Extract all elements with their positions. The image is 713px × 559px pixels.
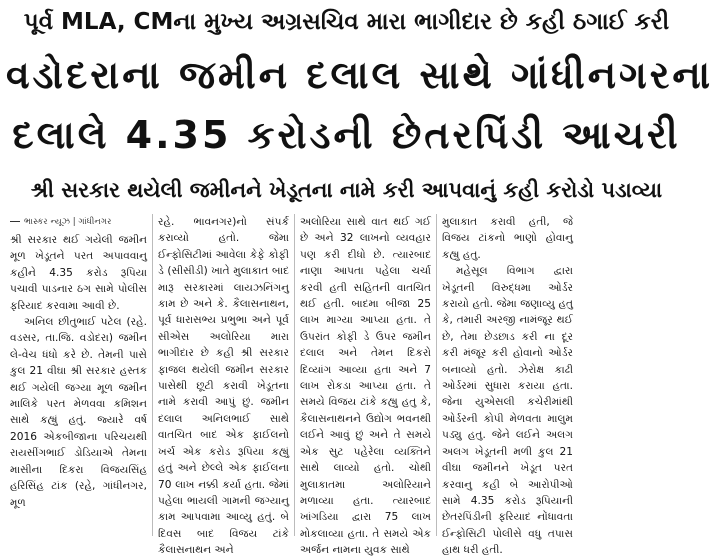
byline-text: ભાસ્કર ન્યૂઝ | ગાંધીનગર xyxy=(24,217,112,227)
paragraph: શ્રી સરકાર થઈ ગયેલી જમીન મૂળ ખેડૂતને પરત અપાવવાનુ કહીને 4.35 કરોડ રૂપિયા પચાવી પાડનાર ઠગ સામે પોલીસ ફરિયાદ કરવામા આવી છે. xyxy=(10,234,147,312)
paragraph: અનિલ છીતુભાઈ પટેલ (રહે. વડસર, તા.જિ. વડોદરા) જમીન લે-વેચ ધંધો કરે છે. તેમની પાસે કુલ 21 વીઘા શ્રી સરકાર હસ્તક થઈ ગયેલી જગ્યા મૂળ જમીન માલિકે પરત મેળવવા કમિશન સાથે કહ્યું હતું. જ્યારે વર્ષ 2016 એકબીજાના પરિચયથી રાયસીંગભાઈ ડોડિયાએ તેમના માસીના દિકરા વિજયસિંહ હરિસિંહ ટાંક (રહે, ગાંધીનગર, મૂળ xyxy=(10,316,147,509)
byline-marker xyxy=(10,221,20,222)
article-body xyxy=(10,214,688,557)
headline-kicker: પૂર્વ MLA, CMના મુખ્ય અગ્રસચિવ મારા ભાગીદાર છે કહી ઠગાઈ કરી xyxy=(23,9,670,35)
article-column-3 xyxy=(294,214,436,557)
byline xyxy=(10,214,147,230)
paragraph: મહેસૂલ વિભાગ દ્વારા ખેડૂતની વિરુદ્ધમા ઓર્ડર કરાયો હતો. જેમા જણાવ્યુ હતુ કે, તમારી અરજી નામંજૂર થઈ છે, તેમા છેડછાડ કરી ના દૂર કરી મંજૂર કરી હોવાનો ઓર્ડર બનાવ્યો હતો. ઝેરોક્ષ કાઢી ઓર્ડરમાં સુધારા કરાયા હતા. જેના યુએસલી કચેરીમાંથી ઓર્ડરની કોપી મેળવતા માલુમ પડ્યુ હતુ. જેને લઈને અલગ અલગ ખેડૂતની મળી કુલ 21 વીઘા જમીનને ખેડૂત પરત કરવાનુ કહી બે આરોપીઓ સામે 4.35 કરોડ રૂપિયાની છેતરપિંડીની ફરિયાદ નોંધાવતા ઈન્ફોસિટી પોલીસે વધુ તપાસ હાથ ધરી હતી. xyxy=(442,265,573,557)
headline-main-line-2: દલાલે 4.35 કરોડની છેતરપિંડી આચરી xyxy=(12,113,681,157)
paragraph: અલોરિયા સાથે વાત થઈ ગઈ છે અને 32 લાખનો વ્યવહાર પણ કરી દીધો છે. ત્યારબાદ નાણા આપતા પહેલા ચર્ચા કરવી હતી સહિતની વાતચિત થઈ હતી. બાદમા બીજા 25 લાખ માગ્યા આપ્યા હતા. તે ઉપરાંત કોફી ડે ઉપર જમીન દલાલ અને તેમન દિકરો દિવ્યાંગ આવ્યા હતા અને 7 લાખ રોકડા આપ્યા હતા. તે સમયે વિજય ટાંકે કહ્યુ હતુ કે, કૈલાસનાથનને ઉદ્યોગ ભવનથી લઈને આવું છું અને તે સમયે એક સુટ પહેરેલા વ્યક્તિને સાથે લાવ્યો હતો. ચોથી મુલાકાતમા અલોરિયાને મળાવ્યા હતા. ત્યારબાદ ખાંગડિયા દ્વારા 75 લાખ મોકલાવ્યા હતા. તે સમયે એક અર્જન નામના યુવક સાથે xyxy=(300,216,431,557)
article-column-1 xyxy=(10,214,152,536)
subheadline: શ્રી સરકાર થયેલી જમીનને ખેડૂતના નામે કરી આપવાનું કહી કરોડો પડાવ્યા xyxy=(30,178,663,202)
headline-main-line-1: વડોદરાના જમીન દલાલ સાથે ગાંધીનગરના xyxy=(6,53,713,97)
paragraph: રહે. ભાવનગર)નો સંપર્ક કરાવ્યો હતો. જેમા ઈન્ફોસિટીમાં આવેલા કેફે કોફી ડે (સીસીડી) ખાતે મુલાકાત બાદ મારૂ સરકારમાં લાયઝનિંગનુ કામ છે અને કે. કૈલાસનાથન, પૂર્વ ધારાસભ્ય પ્રભુભા અને પૂર્વ સીએસ અલોરિયા મારા ભાગીદાર છે કહી શ્રી સરકાર ફાજલ થયેલી જમીન સરકાર પાસેથી છૂટી કરાવી ખેડૂતના નામે કરાવી આપું છું. જમીન દલાલ અનિલભાઈ સાથે વાતચિત બાદ એક ફાઈલનો ખર્ચ એક કરોડ રૂપિયા કહ્યું હતું અને છેલ્લે એક ફાઈલના 70 લાખ નક્કી કર્યા હતા. જેમાં પહેલા ભાયલી ગામની જગ્યાનુ કામ આપવામા આવ્યુ હતું. બે દિવસ બાદ વિજય ટાંકે કૈલાસનાથન અને xyxy=(158,216,289,557)
article-column-4 xyxy=(436,214,578,557)
paragraph: મુલાકાત કરાવી હતી, જે વિજય ટાંકનો ભાણો હોવાનુ કહ્યુ હતુ. xyxy=(442,216,573,261)
article-column-2 xyxy=(152,214,294,557)
